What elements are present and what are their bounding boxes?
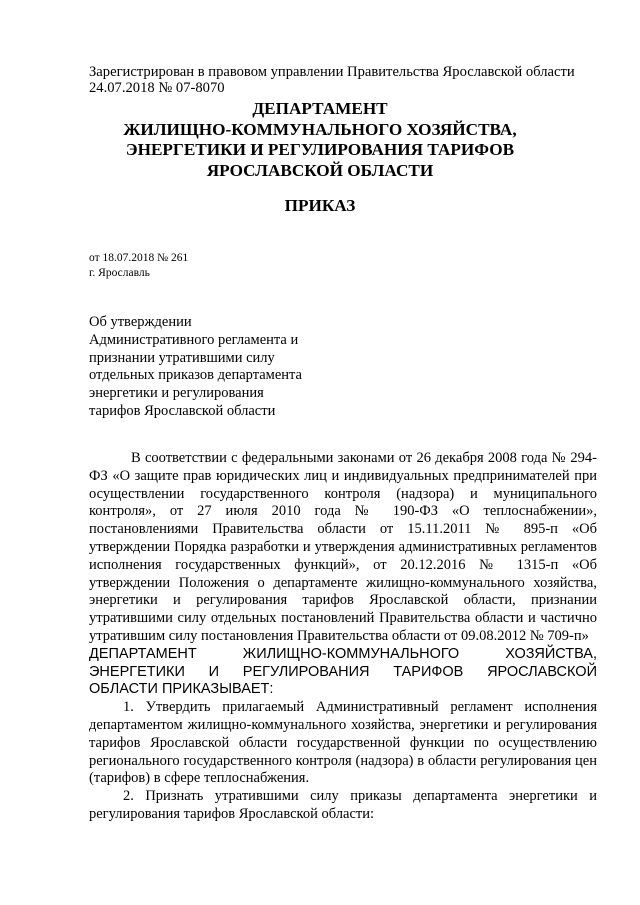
subject-line: Об утверждении xyxy=(89,314,192,330)
order-subject xyxy=(89,314,349,421)
orders-clause-line: ЭНЕРГЕТИКИ И РЕГУЛИРОВАНИЯ ТАРИФОВ ЯРОСЛАВСКОЙ xyxy=(89,663,597,680)
orders-clause-line: ОБЛАСТИ ПРИКАЗЫВАЕТ: xyxy=(89,681,274,698)
order-item-2: 2. Признать утратившими силу приказы департамента энергетики и регулирования тарифов Ярославской области: xyxy=(89,788,597,822)
department-title-line: ДЕПАРТАМЕНТ xyxy=(252,99,388,118)
preamble-paragraph: В соответствии с федеральными законами от 26 декабря 2008 года № 294-ФЗ «О защите прав юридических лиц и индивидуальных предпринимателей при осуществлении государственного контроля (надзора) и муниципального контроля», от 27 июля 2010 года № 190-ФЗ «О теплоснабжении», постановлениями Правительства области от 15.11.2011 № 895-п «Об утверждении Порядка разработки и утверждения административных регламентов исполнения государственных функций», от 20.12.2016 № 1315-п «Об утверждении Положения о департаменте жилищно-коммунального хозяйства, энергетики и регулирования тарифов Ярославской области, признании утратившими силу отдельных постановлений Правительства области и частично утратившим силу постановления Правительства области от 09.08.2012 № 709-п» xyxy=(89,450,597,644)
registration-stamp xyxy=(89,64,609,96)
order-body xyxy=(89,450,597,824)
subject-line: признании утратившими силу xyxy=(89,349,275,366)
subject-line: Административного регламента и xyxy=(89,331,299,348)
registration-line-1: Зарегистрирован в правовом управлении Правительства Ярославской области xyxy=(89,64,575,80)
document-type-heading: ПРИКАЗ xyxy=(284,196,356,215)
department-title-line: ЯРОСЛАВСКОЙ ОБЛАСТИ xyxy=(206,160,434,180)
order-item-1: 1. Утвердить прилагаемый Административный регламент исполнения департаментом жилищно-коммунального хозяйства, энергетики и регулирования тарифов Ярославской области государственной функции по осуществлению регионального государственного контроля (надзора) в области регулирования цен (тарифов) в сфере теплоснабжения. xyxy=(89,699,597,787)
subject-line: энергетики и регулирования xyxy=(89,385,264,402)
order-date-number: от 18.07.2018 № 261 xyxy=(89,252,189,264)
subject-line: тарифов Ярославской области xyxy=(89,402,276,419)
department-title-line: ЖИЛИЩНО-КОММУНАЛЬНОГО ХОЗЯЙСТВА, xyxy=(123,119,517,139)
orders-clause-line: ДЕПАРТАМЕНТ ЖИЛИЩНО-КОММУНАЛЬНОГО ХОЗЯЙСТВА, xyxy=(89,645,597,662)
department-title xyxy=(89,99,551,181)
department-title-line: ЭНЕРГЕТИКИ И РЕГУЛИРОВАНИЯ ТАРИФОВ xyxy=(125,140,515,159)
order-meta xyxy=(89,251,188,280)
order-city: г. Ярославль xyxy=(89,266,150,279)
registration-line-2: 24.07.2018 № 07-8070 xyxy=(89,80,225,96)
subject-line: отдельных приказов департамента xyxy=(89,367,302,384)
